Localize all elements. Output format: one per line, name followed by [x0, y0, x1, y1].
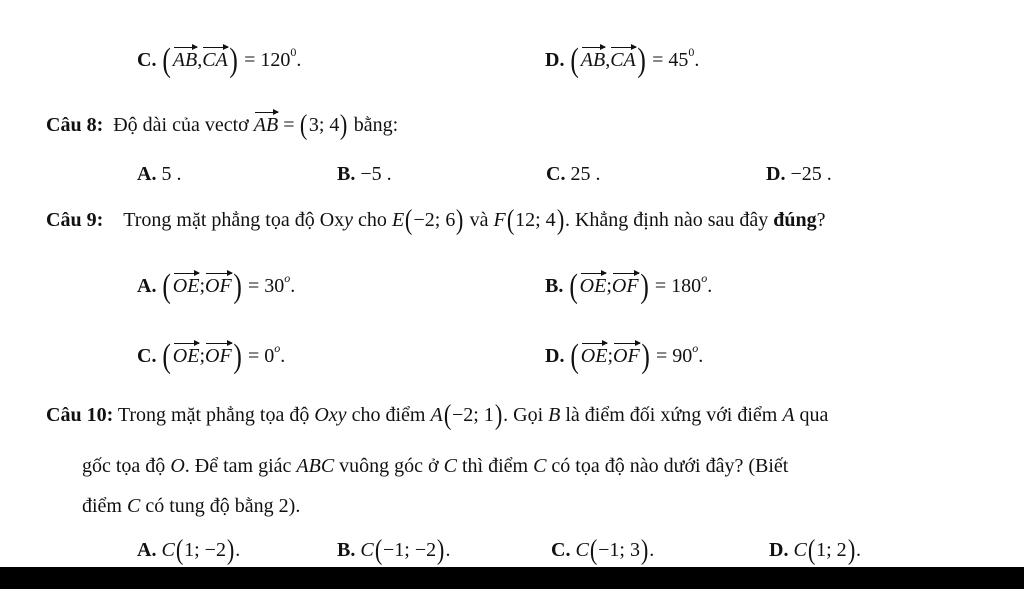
question-label: Câu 9: [46, 209, 104, 231]
q10-stem-line2: gốc tọa độ O. Để tam giác ABC vuông góc ở C thì điểm C có tọa độ nào dưới đây? (Biết [82, 455, 789, 477]
vector-ab: AB [580, 49, 606, 71]
q8-option-a: A. 5 . [137, 163, 182, 185]
q7-option-d: D. $(AB,CA) = 45^0$. [545, 42, 700, 79]
option-value: = 120 [244, 49, 291, 71]
vector-ab: AB [253, 114, 279, 136]
option-value: = 45 [652, 49, 689, 71]
q10-option-d: D. C(1; 2). [769, 535, 862, 566]
question-label: Câu 10: [46, 404, 114, 426]
vector-ab: AB [172, 49, 198, 71]
q9-option-d: D. (OE;OF) = $90^o$. [545, 338, 704, 375]
q7-option-c: C. $(AB,CA) = 120^0$. [137, 42, 302, 79]
option-label: D. [545, 49, 565, 71]
q10-option-b: B. C(−1; −2). [337, 535, 451, 566]
q8-option-c: C. 25 . [546, 163, 601, 185]
q10-stem-line1: Câu 10: Trong mặt phẳng tọa độ Oxy cho điểm A(−2; 1). Gọi B là điểm đối xứng với điểm A qua [46, 400, 829, 431]
vector-ca: CA [202, 49, 228, 71]
q9-option-b: B. (OE;OF) = $180^o$. [545, 268, 713, 305]
q10-option-c: C. C(−1; 3). [551, 535, 655, 566]
q10-stem-line3: điểm C có tung độ bằng 2). [82, 495, 301, 517]
q8-option-b: B. −5 . [337, 163, 392, 185]
q9-option-c: C. (OE;OF) = $0^o$. [137, 338, 286, 375]
q9-stem: Câu 9: Trong mặt phẳng tọa độ Oxy cho E(−2; 6) và F(12; 4). Khẳng định nào sau đây đúng? [46, 205, 826, 236]
q9-option-a: A. (OE;OF) = $30^o$. [137, 268, 296, 305]
vector-ca: CA [610, 49, 636, 71]
question-label: Câu 8: [46, 114, 104, 136]
q8-option-d: D. −25 . [766, 163, 832, 185]
bottom-black-bar [0, 567, 1024, 589]
option-label: C. [137, 49, 157, 71]
q10-option-a: A. C(1; −2). [137, 535, 241, 566]
q8-stem: Câu 8: Độ dài của vectơ AB = (3; 4) bằng: [46, 110, 399, 141]
